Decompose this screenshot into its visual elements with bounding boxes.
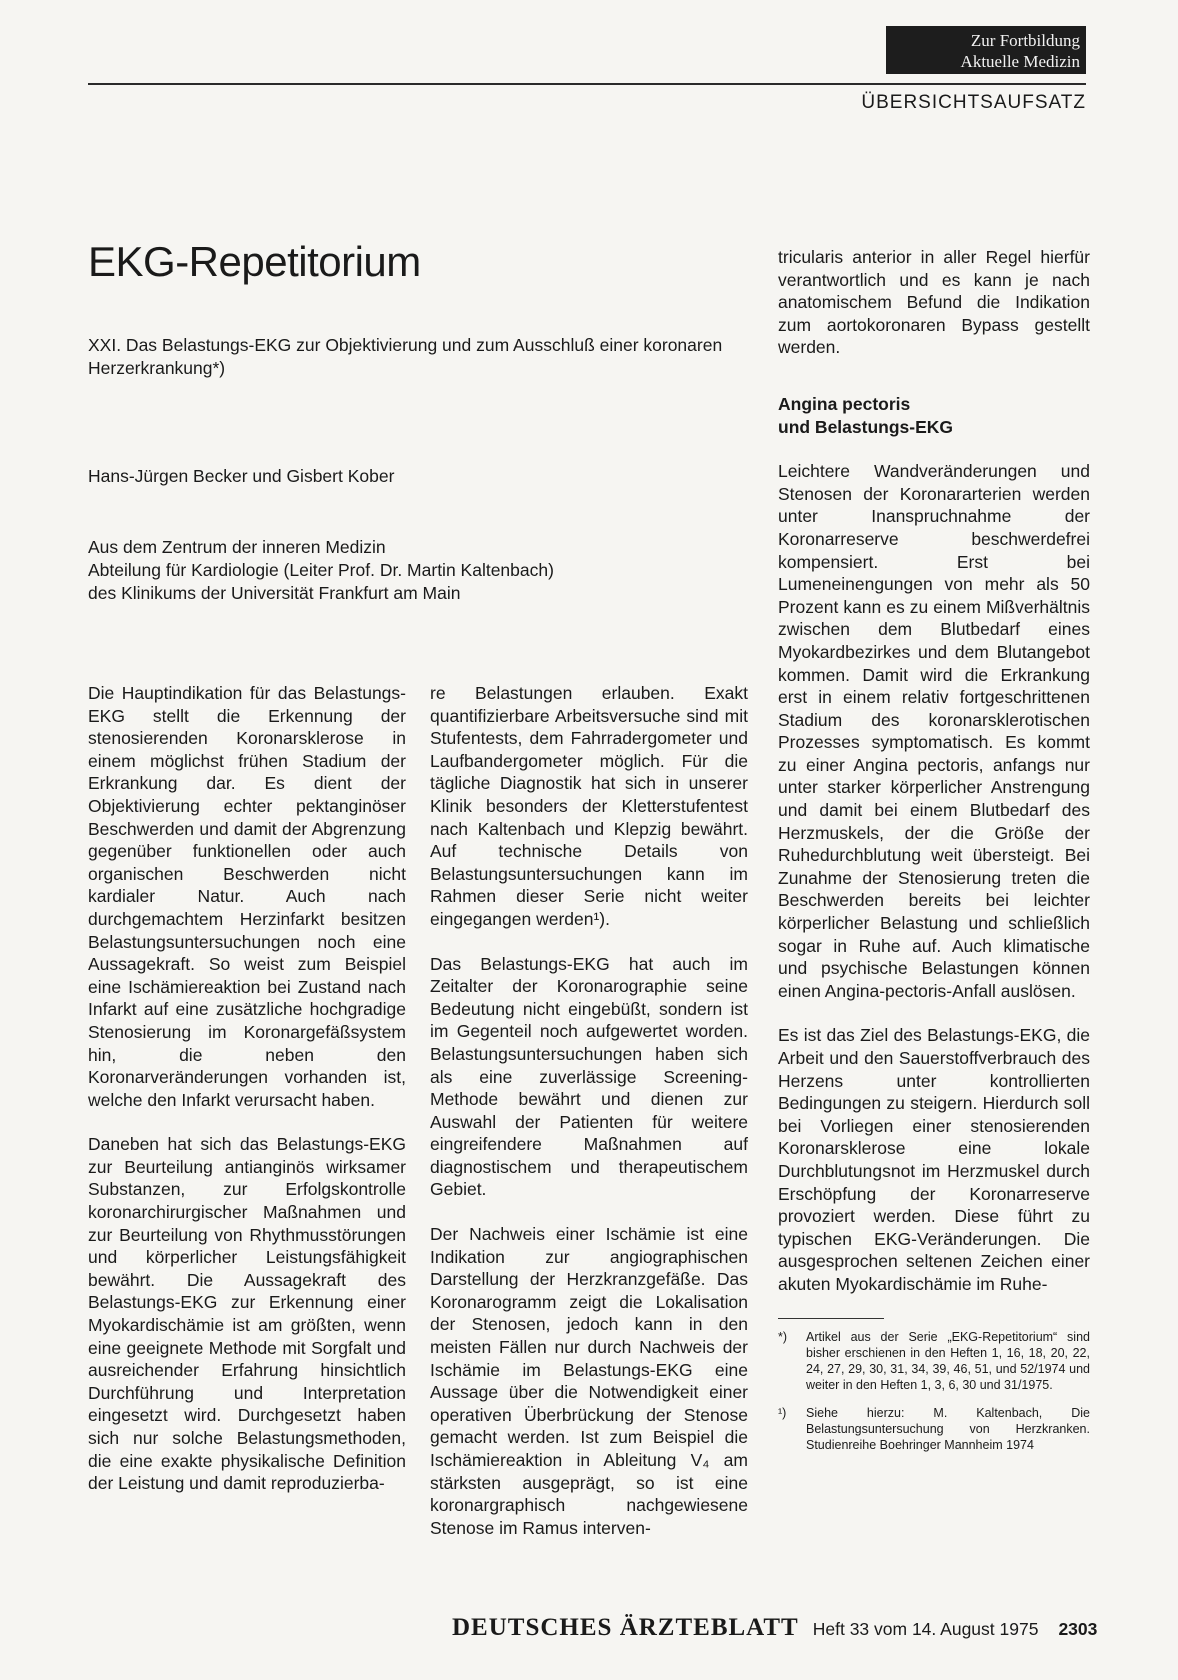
footnote-text: Siehe hierzu: M. Kaltenbach, Die Belastungsuntersuchung von Herzkranken. Studienreihe Boehringer Mannheim 1974: [806, 1405, 1090, 1452]
paragraph: Daneben hat sich das Belastungs-EKG zur Beurteilung antianginös wirksamer Substanzen, zur Erfolgskontrolle koronarchirurgischer Maßnahmen und zur Beurteilung von Rhythmusstörungen und körperlicher Leistungsfähigkeit bewährt. Die Aussagekraft des Belastungs-EKG zur Erkennung einer Myokardischämie ist am größten, wenn eine geeignete Methode mit Sorgfalt und ausreichender Erfahrung hinsichtlich Durchführung und Interpretation eingesetzt wird. Durchgesetzt haben sich nur solche Belastungsmethoden, die eine exakte physikalische Definition der Leistung und damit reproduzierba-: [88, 1134, 406, 1494]
affiliation-line: Abteilung für Kardiologie (Leiter Prof. Dr. Martin Kaltenbach): [88, 560, 554, 580]
page-footer: [452, 1614, 1098, 1642]
header-rule: [88, 83, 1086, 85]
paragraph: Das Belastungs-EKG hat auch im Zeitalter der Koronarographie seine Bedeutung nicht eingebüßt, sondern ist im Gegenteil noch aufgewertet worden. Belastungsuntersuchungen haben sich als eine zuverlässige Screening-Methode bewährt und dienen zur Auswahl der Patienten für weitere eingreifendere Maßnahmen auf diagnostischem und therapeutischem Gebiet.: [430, 953, 748, 1200]
body-column-1: [88, 682, 406, 1517]
section-heading-line: und Belastungs-EKG: [778, 416, 954, 437]
paragraph: re Belastungen erlauben. Exakt quantifizierbare Arbeitsversuche sind mit Stufentests, dem Fahrradergometer und Laufbandergometer möglich. Für die tägliche Diagnostik hat sich in unserer Klinik besonders der Kletterstufentest nach Kaltenbach und Klepzig bewährt. Auf technische Details von Belastungsuntersuchungen kann im Rahmen dieser Serie nicht weiter eingegangen werden¹).: [430, 683, 748, 929]
affiliation-line: des Klinikums der Universität Frankfurt am Main: [88, 583, 461, 603]
page-number: 2303: [1058, 1619, 1098, 1639]
footnote: [778, 1329, 1090, 1393]
journal-name: DEUTSCHES ÄRZTEBLATT: [452, 1614, 799, 1641]
section-heading-line: Angina pectoris: [778, 393, 911, 414]
article-subtitle: XXI. Das Belastungs-EKG zur Objektivierung und zum Ausschluß einer koronaren Herzerkrankung*): [88, 335, 723, 378]
section-label: ÜBERSICHTSAUFSATZ: [861, 92, 1086, 113]
paragraph: Es ist das Ziel des Belastungs-EKG, die Arbeit und den Sauerstoffverbrauch des Herzens unter kontrollierten Bedingungen zu steigern. Hierdurch soll bei Vorliegen einer stenosierenden Koronarsklerose eine lokale Durchblutungsnot im Herzmuskel durch Erschöpfung der Koronarreserve provoziert werden. Diese führt zu typischen EKG-Veränderungen. Die ausgesprochen seltenen Zeichen einer akuten Myokardischämie im Ruhe-: [778, 1025, 1090, 1294]
paragraph: Leichtere Wandveränderungen und Stenosen der Koronararterien werden unter Inanspruchnahme der Koronarreserve beschwerdefrei kompensiert. Erst bei Lumeneinengungen von mehr als 50 Prozent kann es zu einem Mißverhältnis zwischen dem Blutbedarf eines Myokardbezirkes und dem Blutangebot kommen. Damit wird die Erkrankung erst in einem relativ fortgeschrittenen Stadium des koronarsklerotischen Prozesses symptomatisch. Es kommt zu einer Angina pectoris, anfangs nur unter starker körperlicher Anstrengung und damit bei einem Blutbedarf des Herzmuskels, der die Größe der Ruhedurchblutung weit übersteigt. Bei Zunahme der Stenosierung treten die Beschwerden bereits bei leichter körperlicher Belastung und schließlich sogar in Ruhe auf. Auch klimatische und psychische Belastungen können einen Angina-pectoris-Anfall auslösen.: [778, 461, 1090, 1001]
footnote-mark: *): [778, 1329, 788, 1344]
issue-info: Heft 33 vom 14. August 1975: [812, 1619, 1039, 1639]
badge-line-1: Zur Fortbildung: [970, 31, 1080, 50]
article-authors: Hans-Jürgen Becker und Gisbert Kober: [88, 466, 395, 486]
section-heading: [778, 393, 1090, 438]
footnote: [778, 1405, 1090, 1453]
article-title: EKG-Repetitorium: [88, 238, 421, 285]
badge-line-2: Aktuelle Medizin: [960, 52, 1080, 71]
footnote-mark: ¹): [778, 1405, 787, 1420]
affiliation: [88, 536, 554, 605]
footnotes: [778, 1329, 1090, 1453]
body-column-3: [778, 246, 1090, 1465]
footnote-rule: [778, 1318, 884, 1319]
paragraph: Der Nachweis einer Ischämie ist eine Indikation zur angiographischen Darstellung der Herzkranzgefäße. Das Koronarogramm zeigt die Lokalisation der Stenosen, jedoch kann in den meisten Fällen nur durch Nachweis der Ischämie im Belastungs-EKG eine Aussage über die Notwendigkeit einer operativen Überbrückung der Stenose gemacht werden. Ist zum Beispiel die Ischämiereaktion in Ableitung V₄ am stärksten ausgeprägt, so ist eine koronargraphisch nachgewiesene Stenose im Ramus interven-: [430, 1224, 748, 1538]
series-badge: [886, 26, 1086, 74]
paragraph: Die Hauptindikation für das Belastungs-EKG stellt die Erkennung der stenosierenden Koronarsklerose in einem möglichst frühen Stadium der Erkrankung dar. Es dient der Objektivierung echter pektanginöser Beschwerden und damit der Abgrenzung gegenüber funktionellen oder auch organischen Beschwerden nicht kardialer Natur. Auch nach durchgemachtem Herzinfarkt besitzen Belastungsuntersuchungen noch eine Aussagekraft. So weist zum Beispiel eine Ischämiereaktion bei Zustand nach Infarkt auf eine zusätzliche hochgradige Stenosierung im Koronargefäßsystem hin, die neben den Koronarveränderungen vorhanden ist, welche den Infarkt verursacht haben.: [88, 683, 406, 1110]
affiliation-line: Aus dem Zentrum der inneren Medizin: [88, 537, 386, 557]
paragraph: tricularis anterior in aller Regel hierfür verantwortlich und es kann je nach anatomischem Befund die Indikation zum aortokoronaren Bypass gestellt werden.: [778, 247, 1090, 358]
footnote-text: Artikel aus der Serie „EKG-Repetitorium“ sind bisher erschienen in den Heften 1, 16, 18, 20, 22, 24, 27, 29, 30, 31, 34, 39, 46, 51, und 52/1974 und weiter in den Heften 1, 3, 6, 30 und 31/1975.: [806, 1329, 1090, 1392]
body-column-2: [430, 682, 748, 1561]
